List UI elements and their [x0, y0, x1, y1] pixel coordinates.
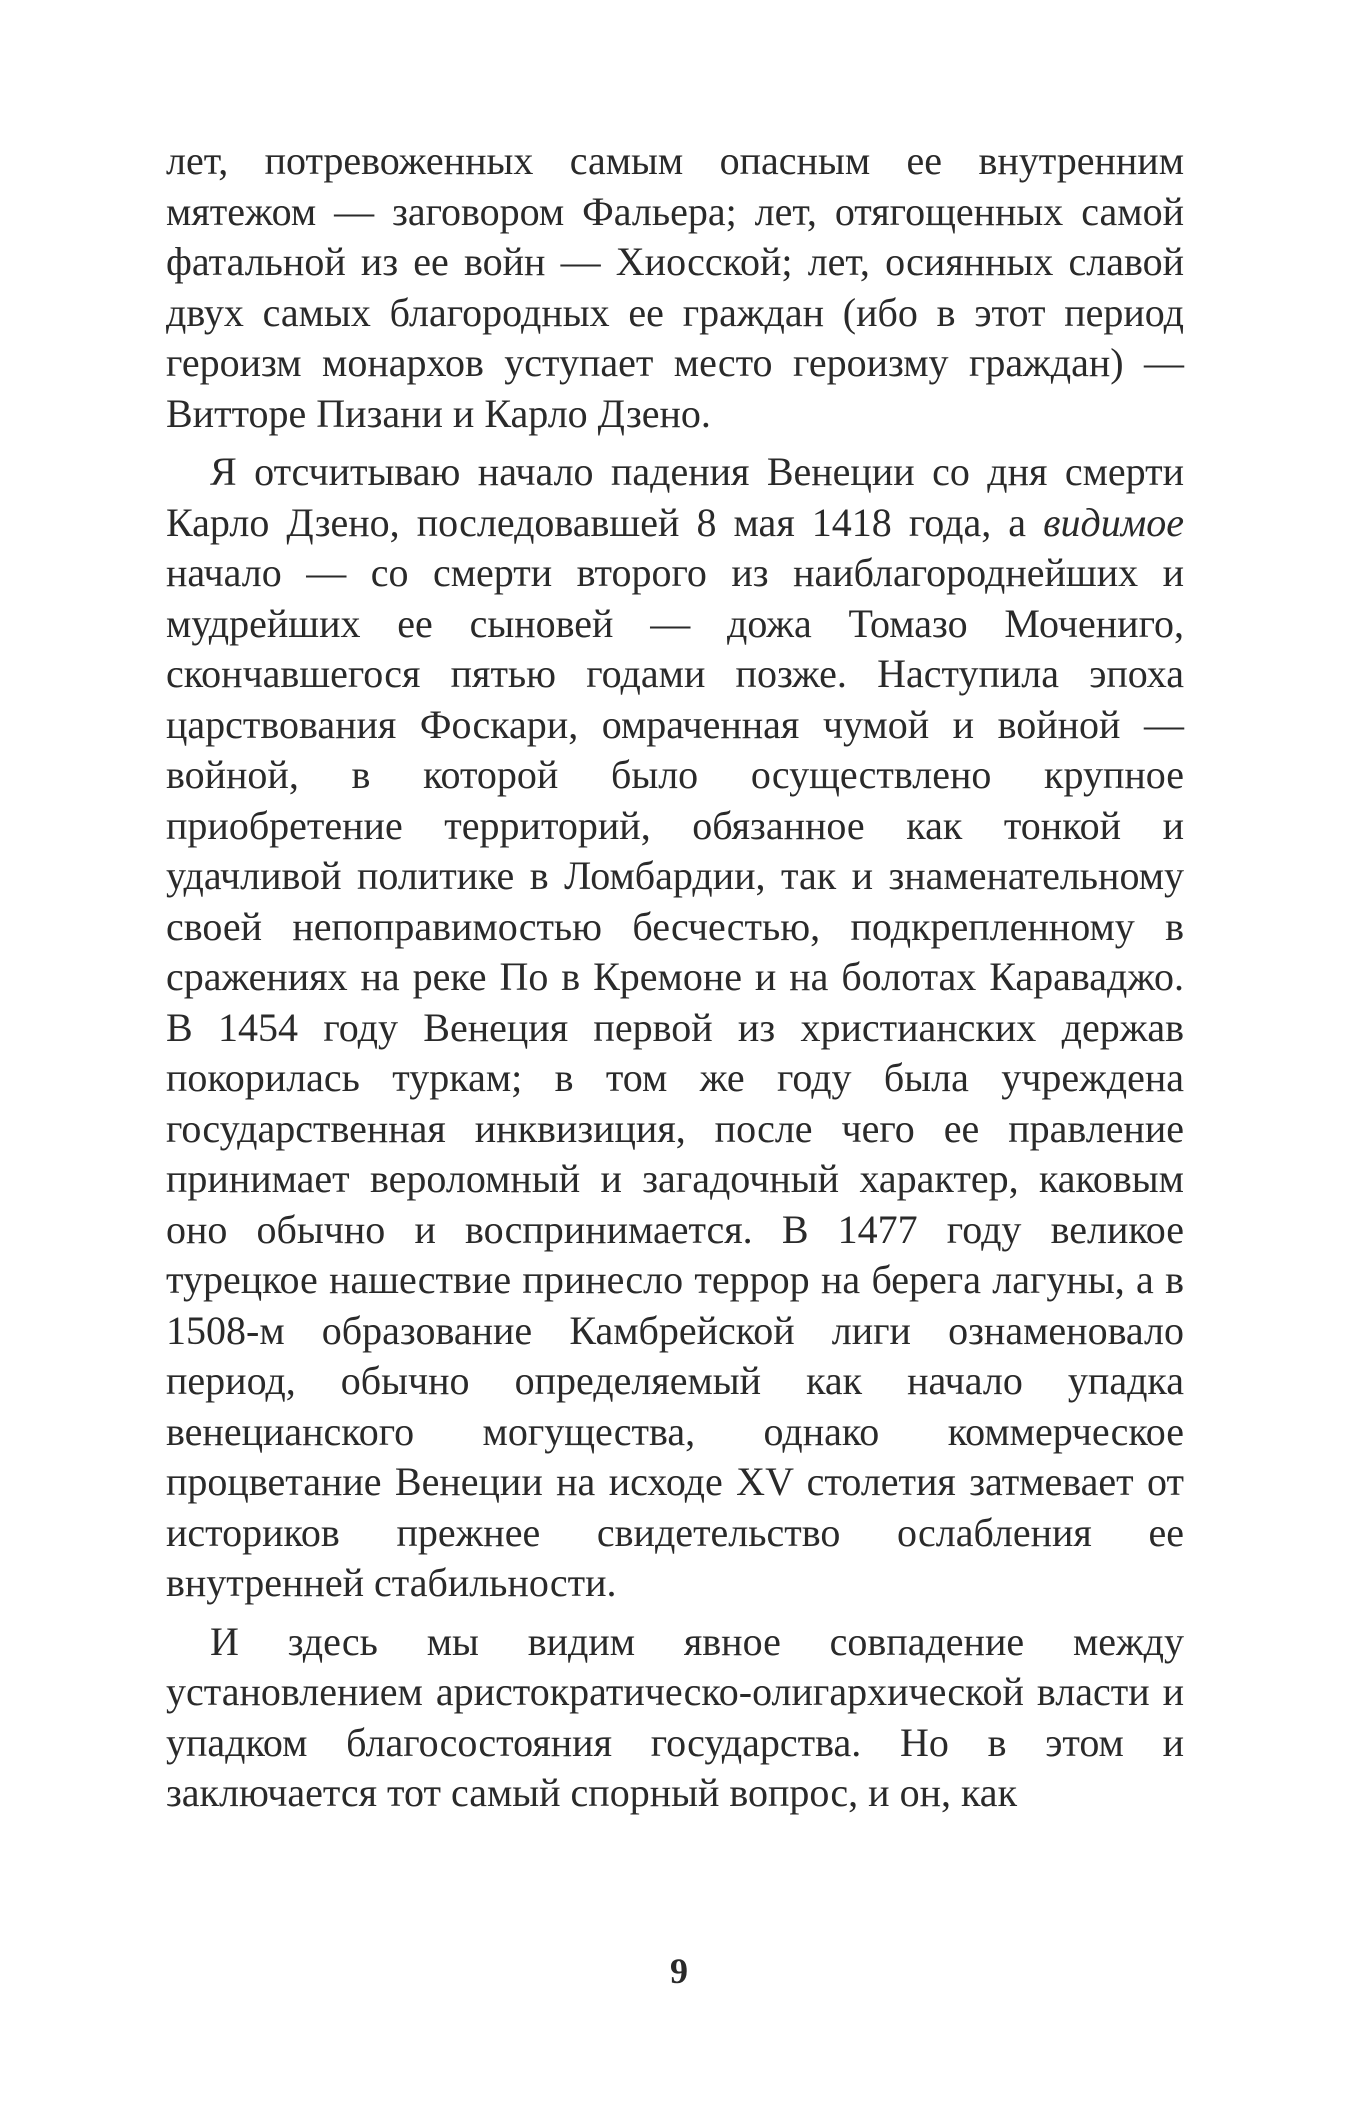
paragraph-continued: лет, потревоженных самым опасным ее внутренним мятежом — заговором Фальера; лет, отягощенных самой фатальной из ее войн — Хиосской; лет, осиянных славой двух самых благородных ее граждан (ибо в этот период героизм монархов уступает место героизму граждан) — Витторе Пизани и Карло Дзено. [166, 138, 1184, 436]
italic-emphasis: видимое [1043, 499, 1184, 545]
paragraph-decline-of-venice [166, 447, 1184, 1609]
paragraph-text-before-emphasis: Я отсчитываю начало падения Венеции со дня смерти Карло Дзено, последовавшей 8 мая 1418 года, а [166, 449, 1184, 545]
page-number: 9 [670, 1951, 688, 1991]
paragraph-coincidence: И здесь мы видим явное совпадение между установлением аристократическо-олигархической власти и упадком благосостояния государства. Но в этом и заключается тот самый спорный вопрос, и он, как [166, 1618, 1184, 1815]
body-text [166, 136, 1184, 1827]
paragraph-text-after-emphasis: начало — со смерти второго из наиблагороднейших и мудрейших ее сыновей — дожа Томазо Мочениго, скончавшегося пятью годами позже. Наступила эпоха царствования Фоскари, омраченная чумой и войной — войной, в которой было осуществлено крупное приобретение территорий, обязанное как тонкой и удачливой политике в Ломбардии, так и знаменательному своей непоправимостью бесчестью, подкрепленному в сражениях на реке По в Кремоне и на болотах Караваджо. В 1454 году Венеция первой из христианских держав покорилась туркам; в том же году была учреждена государственная инквизиция, после чего ее правление принимает вероломный и загадочный характер, каковым оно обычно и воспринимается. В 1477 году великое турецкое нашествие принесло террор на берега лагуны, а в 1508-м образование Камбрейской лиги ознаменовало период, обычно определяемый как начало упадка венецианского могущества, однако коммерческое процветание Венеции на исходе XV столетия затмевает от историков прежнее свидетельство ослабления ее внутренней стабильности. [166, 550, 1184, 1605]
